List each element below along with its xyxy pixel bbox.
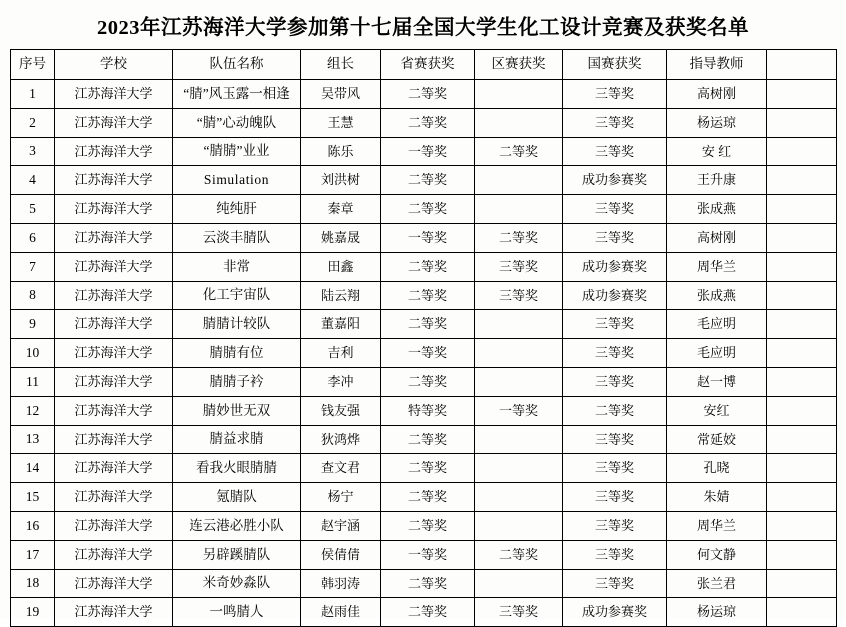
cell-index: 12: [11, 396, 55, 425]
cell-blank: [767, 252, 837, 281]
cell-provincial-award: 二等奖: [381, 483, 475, 512]
cell-regional-award: [475, 108, 563, 137]
cell-national-award: 三等奖: [563, 569, 667, 598]
cell-school: 江苏海洋大学: [55, 367, 173, 396]
table-row: [11, 339, 837, 368]
cell-team-name: 一鸣腈人: [173, 598, 301, 627]
cell-blank: [767, 166, 837, 195]
cell-mentor: 朱婧: [667, 483, 767, 512]
cell-index: 10: [11, 339, 55, 368]
column-header-index: 序号: [11, 50, 55, 80]
cell-blank: [767, 396, 837, 425]
cell-team-name: 腈腈有位: [173, 339, 301, 368]
cell-mentor: 毛应明: [667, 310, 767, 339]
cell-mentor: 杨运琼: [667, 598, 767, 627]
cell-index: 5: [11, 195, 55, 224]
cell-team-name: 腈益求腈: [173, 425, 301, 454]
cell-regional-award: 二等奖: [475, 540, 563, 569]
cell-team-name: “腈”心动魄队: [173, 108, 301, 137]
cell-mentor: 毛应明: [667, 339, 767, 368]
column-header-provincial-award: 省赛获奖: [381, 50, 475, 80]
cell-national-award: 成功参赛奖: [563, 166, 667, 195]
table-row: [11, 396, 837, 425]
cell-mentor: 孔晓: [667, 454, 767, 483]
cell-mentor: 安 红: [667, 137, 767, 166]
table-body: [11, 80, 837, 627]
cell-regional-award: 三等奖: [475, 598, 563, 627]
cell-school: 江苏海洋大学: [55, 166, 173, 195]
table-row: [11, 223, 837, 252]
cell-school: 江苏海洋大学: [55, 281, 173, 310]
cell-team-name: 纯纯肝: [173, 195, 301, 224]
roster-table-container: [0, 49, 846, 627]
cell-national-award: 三等奖: [563, 483, 667, 512]
cell-national-award: 二等奖: [563, 396, 667, 425]
cell-leader: 李冲: [301, 367, 381, 396]
cell-school: 江苏海洋大学: [55, 396, 173, 425]
cell-national-award: 三等奖: [563, 511, 667, 540]
cell-team-name: 氪腈队: [173, 483, 301, 512]
table-row: [11, 80, 837, 109]
cell-regional-award: [475, 195, 563, 224]
table-row: [11, 310, 837, 339]
column-header-team: 队伍名称: [173, 50, 301, 80]
cell-leader: 杨宁: [301, 483, 381, 512]
cell-national-award: 三等奖: [563, 367, 667, 396]
cell-mentor: 王升康: [667, 166, 767, 195]
cell-blank: [767, 425, 837, 454]
cell-index: 19: [11, 598, 55, 627]
cell-team-name: 云淡丰腈队: [173, 223, 301, 252]
cell-index: 4: [11, 166, 55, 195]
cell-provincial-award: 二等奖: [381, 367, 475, 396]
table-row: [11, 511, 837, 540]
column-header-regional-award: 区赛获奖: [475, 50, 563, 80]
cell-leader: 赵雨佳: [301, 598, 381, 627]
cell-blank: [767, 137, 837, 166]
cell-regional-award: 三等奖: [475, 252, 563, 281]
cell-provincial-award: 一等奖: [381, 137, 475, 166]
cell-leader: 韩羽涛: [301, 569, 381, 598]
cell-school: 江苏海洋大学: [55, 252, 173, 281]
page-title: 2023年江苏海洋大学参加第十七届全国大学生化工设计竞赛及获奖名单: [97, 17, 749, 39]
cell-mentor: 张兰君: [667, 569, 767, 598]
cell-school: 江苏海洋大学: [55, 108, 173, 137]
cell-blank: [767, 108, 837, 137]
cell-school: 江苏海洋大学: [55, 540, 173, 569]
cell-leader: 狄鸿烨: [301, 425, 381, 454]
column-header-school: 学校: [55, 50, 173, 80]
cell-blank: [767, 367, 837, 396]
cell-regional-award: [475, 511, 563, 540]
table-row: [11, 598, 837, 627]
cell-school: 江苏海洋大学: [55, 137, 173, 166]
cell-mentor: 何文静: [667, 540, 767, 569]
cell-provincial-award: 二等奖: [381, 511, 475, 540]
cell-blank: [767, 195, 837, 224]
column-header-mentor: 指导教师: [667, 50, 767, 80]
cell-regional-award: 一等奖: [475, 396, 563, 425]
cell-blank: [767, 281, 837, 310]
cell-leader: 查文君: [301, 454, 381, 483]
cell-school: 江苏海洋大学: [55, 598, 173, 627]
cell-national-award: 成功参赛奖: [563, 252, 667, 281]
cell-national-award: 三等奖: [563, 223, 667, 252]
cell-leader: 董嘉阳: [301, 310, 381, 339]
cell-provincial-award: 一等奖: [381, 339, 475, 368]
cell-index: 6: [11, 223, 55, 252]
cell-index: 3: [11, 137, 55, 166]
cell-index: 13: [11, 425, 55, 454]
cell-index: 18: [11, 569, 55, 598]
table-row: [11, 540, 837, 569]
cell-regional-award: 三等奖: [475, 281, 563, 310]
cell-mentor: 高树刚: [667, 80, 767, 109]
cell-regional-award: [475, 367, 563, 396]
cell-provincial-award: 二等奖: [381, 425, 475, 454]
cell-provincial-award: 二等奖: [381, 281, 475, 310]
cell-provincial-award: 一等奖: [381, 223, 475, 252]
cell-regional-award: 二等奖: [475, 223, 563, 252]
cell-leader: 秦章: [301, 195, 381, 224]
cell-blank: [767, 339, 837, 368]
cell-index: 14: [11, 454, 55, 483]
table-row: [11, 425, 837, 454]
cell-index: 9: [11, 310, 55, 339]
table-row: [11, 281, 837, 310]
cell-index: 11: [11, 367, 55, 396]
cell-mentor: 赵一博: [667, 367, 767, 396]
cell-mentor: 杨运琼: [667, 108, 767, 137]
cell-regional-award: [475, 569, 563, 598]
cell-team-name: 连云港必胜小队: [173, 511, 301, 540]
cell-provincial-award: 特等奖: [381, 396, 475, 425]
table-row: [11, 569, 837, 598]
cell-school: 江苏海洋大学: [55, 310, 173, 339]
cell-provincial-award: 二等奖: [381, 108, 475, 137]
cell-regional-award: [475, 80, 563, 109]
cell-national-award: 三等奖: [563, 540, 667, 569]
cell-team-name: 看我火眼腈腈: [173, 454, 301, 483]
cell-index: 17: [11, 540, 55, 569]
cell-mentor: 安红: [667, 396, 767, 425]
table-row: [11, 108, 837, 137]
column-header-blank: [767, 50, 837, 80]
cell-team-name: “腈腈”业业: [173, 137, 301, 166]
cell-team-name: 腈腈子衿: [173, 367, 301, 396]
cell-leader: 刘洪树: [301, 166, 381, 195]
cell-team-name: 腈妙世无双: [173, 396, 301, 425]
cell-blank: [767, 598, 837, 627]
cell-leader: 陆云翔: [301, 281, 381, 310]
cell-index: 8: [11, 281, 55, 310]
cell-mentor: 高树刚: [667, 223, 767, 252]
cell-national-award: 成功参赛奖: [563, 598, 667, 627]
column-header-leader: 组长: [301, 50, 381, 80]
cell-blank: [767, 310, 837, 339]
cell-provincial-award: 二等奖: [381, 310, 475, 339]
cell-national-award: 三等奖: [563, 80, 667, 109]
cell-blank: [767, 454, 837, 483]
cell-regional-award: [475, 339, 563, 368]
table-header-row: [11, 50, 837, 80]
cell-regional-award: [475, 483, 563, 512]
cell-team-name: 化工宇宙队: [173, 281, 301, 310]
cell-provincial-award: 二等奖: [381, 598, 475, 627]
cell-regional-award: [475, 425, 563, 454]
cell-school: 江苏海洋大学: [55, 80, 173, 109]
table-row: [11, 454, 837, 483]
cell-leader: 姚嘉晟: [301, 223, 381, 252]
cell-provincial-award: 二等奖: [381, 166, 475, 195]
cell-school: 江苏海洋大学: [55, 483, 173, 512]
cell-provincial-award: 一等奖: [381, 540, 475, 569]
cell-school: 江苏海洋大学: [55, 195, 173, 224]
cell-national-award: 三等奖: [563, 339, 667, 368]
cell-school: 江苏海洋大学: [55, 569, 173, 598]
cell-leader: 陈乐: [301, 137, 381, 166]
cell-mentor: 周华兰: [667, 511, 767, 540]
cell-leader: 王慧: [301, 108, 381, 137]
cell-mentor: 张成燕: [667, 281, 767, 310]
cell-regional-award: [475, 454, 563, 483]
cell-team-name: 腈腈计较队: [173, 310, 301, 339]
cell-national-award: 三等奖: [563, 195, 667, 224]
cell-blank: [767, 540, 837, 569]
cell-index: 16: [11, 511, 55, 540]
cell-index: 7: [11, 252, 55, 281]
table-row: [11, 483, 837, 512]
cell-school: 江苏海洋大学: [55, 339, 173, 368]
cell-mentor: 周华兰: [667, 252, 767, 281]
cell-team-name: 另辟蹊腈队: [173, 540, 301, 569]
cell-provincial-award: 二等奖: [381, 454, 475, 483]
cell-regional-award: 二等奖: [475, 137, 563, 166]
cell-mentor: 张成燕: [667, 195, 767, 224]
cell-blank: [767, 80, 837, 109]
cell-team-name: 非常: [173, 252, 301, 281]
cell-provincial-award: 二等奖: [381, 195, 475, 224]
cell-leader: 田鑫: [301, 252, 381, 281]
cell-school: 江苏海洋大学: [55, 454, 173, 483]
cell-mentor: 常延姣: [667, 425, 767, 454]
table-row: [11, 166, 837, 195]
cell-provincial-award: 二等奖: [381, 80, 475, 109]
cell-regional-award: [475, 310, 563, 339]
cell-team-name: “腈”风玉露一相逢: [173, 80, 301, 109]
cell-blank: [767, 511, 837, 540]
cell-national-award: 三等奖: [563, 454, 667, 483]
cell-school: 江苏海洋大学: [55, 223, 173, 252]
cell-national-award: 三等奖: [563, 108, 667, 137]
cell-provincial-award: 二等奖: [381, 569, 475, 598]
cell-blank: [767, 483, 837, 512]
award-roster-table: [10, 49, 837, 627]
cell-blank: [767, 569, 837, 598]
cell-national-award: 成功参赛奖: [563, 281, 667, 310]
cell-national-award: 三等奖: [563, 310, 667, 339]
cell-regional-award: [475, 166, 563, 195]
cell-team-name: 米奇妙淼队: [173, 569, 301, 598]
cell-index: 2: [11, 108, 55, 137]
cell-index: 1: [11, 80, 55, 109]
cell-provincial-award: 二等奖: [381, 252, 475, 281]
cell-national-award: 三等奖: [563, 425, 667, 454]
cell-leader: 侯倩倩: [301, 540, 381, 569]
cell-index: 15: [11, 483, 55, 512]
cell-leader: 钱友强: [301, 396, 381, 425]
cell-blank: [767, 223, 837, 252]
cell-leader: 吴带风: [301, 80, 381, 109]
table-row: [11, 195, 837, 224]
cell-leader: 吉利: [301, 339, 381, 368]
column-header-national-award: 国赛获奖: [563, 50, 667, 80]
cell-school: 江苏海洋大学: [55, 511, 173, 540]
cell-leader: 赵宇涵: [301, 511, 381, 540]
table-row: [11, 252, 837, 281]
cell-school: 江苏海洋大学: [55, 425, 173, 454]
table-row: [11, 137, 837, 166]
table-row: [11, 367, 837, 396]
cell-team-name: Simulation: [173, 166, 301, 195]
cell-national-award: 三等奖: [563, 137, 667, 166]
